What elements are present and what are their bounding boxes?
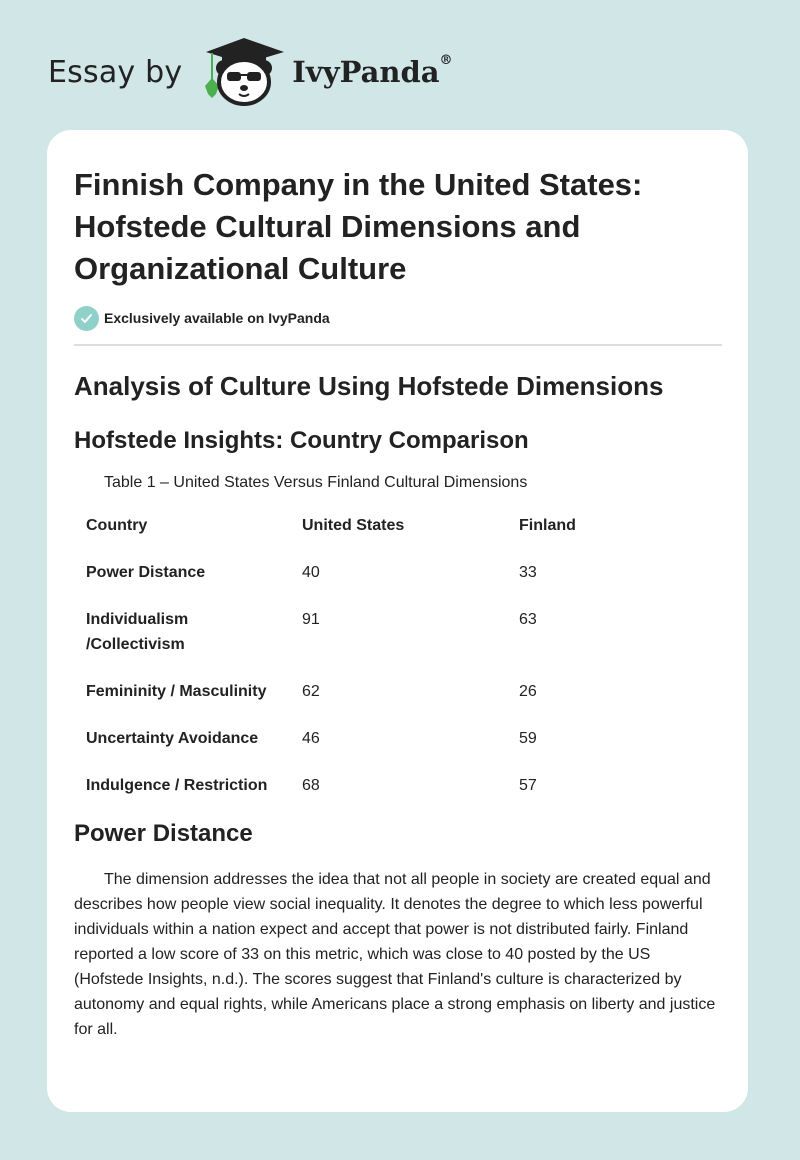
finland-value-cell: 59	[519, 730, 537, 747]
brand-text: IvyPanda	[292, 55, 440, 89]
power-distance-paragraph: The dimension addresses the idea that not all people in society are created equal and describes how people view social inequality. It denotes the degree to which less powerful individuals within a nation expect and accept that power is not distributed fairly. Finland reported a low score of 33 on this metric, which was close to 40 posted by the US (Hofstede Insights, n.d.). The scores suggest that Finland's culture is characterized by autonomy and equal rights, while Americans place a strong emphasis on liberty and justice for all.	[74, 871, 716, 1038]
table-caption: Table 1 – United States Versus Finland Cultural Dimensions	[104, 474, 528, 491]
table-row	[74, 596, 627, 668]
table-row	[74, 762, 627, 809]
finland-value-cell: 63	[519, 611, 537, 628]
power-distance-title: Power Distance	[74, 820, 253, 847]
finland-value-cell: 26	[519, 683, 537, 700]
exclusive-label: Exclusively available on IvyPanda	[104, 310, 330, 326]
table-header-row	[74, 502, 627, 549]
header-country: Country	[86, 517, 148, 534]
essay-by-label: Essay by	[48, 54, 183, 90]
us-value-cell: 46	[302, 730, 320, 747]
header-united-states: United States	[302, 517, 405, 534]
finland-value-cell: 57	[519, 777, 537, 794]
table-row	[74, 715, 627, 762]
panda-logo-icon[interactable]	[200, 36, 288, 108]
registered-mark: ®	[439, 53, 453, 68]
table-row	[74, 668, 627, 715]
dimension-cell: Indulgence / Restriction	[86, 777, 268, 794]
us-value-cell: 68	[302, 777, 320, 794]
article-card	[47, 130, 748, 1112]
checkmark-icon	[74, 306, 99, 331]
us-value-cell: 62	[302, 683, 320, 700]
comparison-table	[74, 502, 627, 809]
us-value-cell: 91	[302, 611, 320, 628]
header-finland: Finland	[519, 517, 576, 534]
dimension-cell: Femininity / Masculinity	[86, 683, 267, 700]
section-title: Analysis of Culture Using Hofstede Dimensions	[74, 371, 664, 401]
finland-value-cell: 33	[519, 564, 537, 581]
article-title: Finnish Company in the United States: Hofstede Cultural Dimensions and Organizational Culture	[74, 167, 643, 286]
dimension-cell: Uncertainty Avoidance	[86, 730, 259, 747]
site-header	[48, 36, 453, 108]
table-row	[74, 549, 627, 596]
brand-name[interactable]	[292, 55, 452, 89]
divider	[74, 344, 722, 346]
us-value-cell: 40	[302, 564, 320, 581]
exclusive-badge	[74, 304, 722, 332]
dimension-cell: Power Distance	[86, 564, 206, 581]
dimension-cell: Individualism /Collectivism	[86, 611, 189, 653]
subsection-title: Hofstede Insights: Country Comparison	[74, 427, 529, 454]
